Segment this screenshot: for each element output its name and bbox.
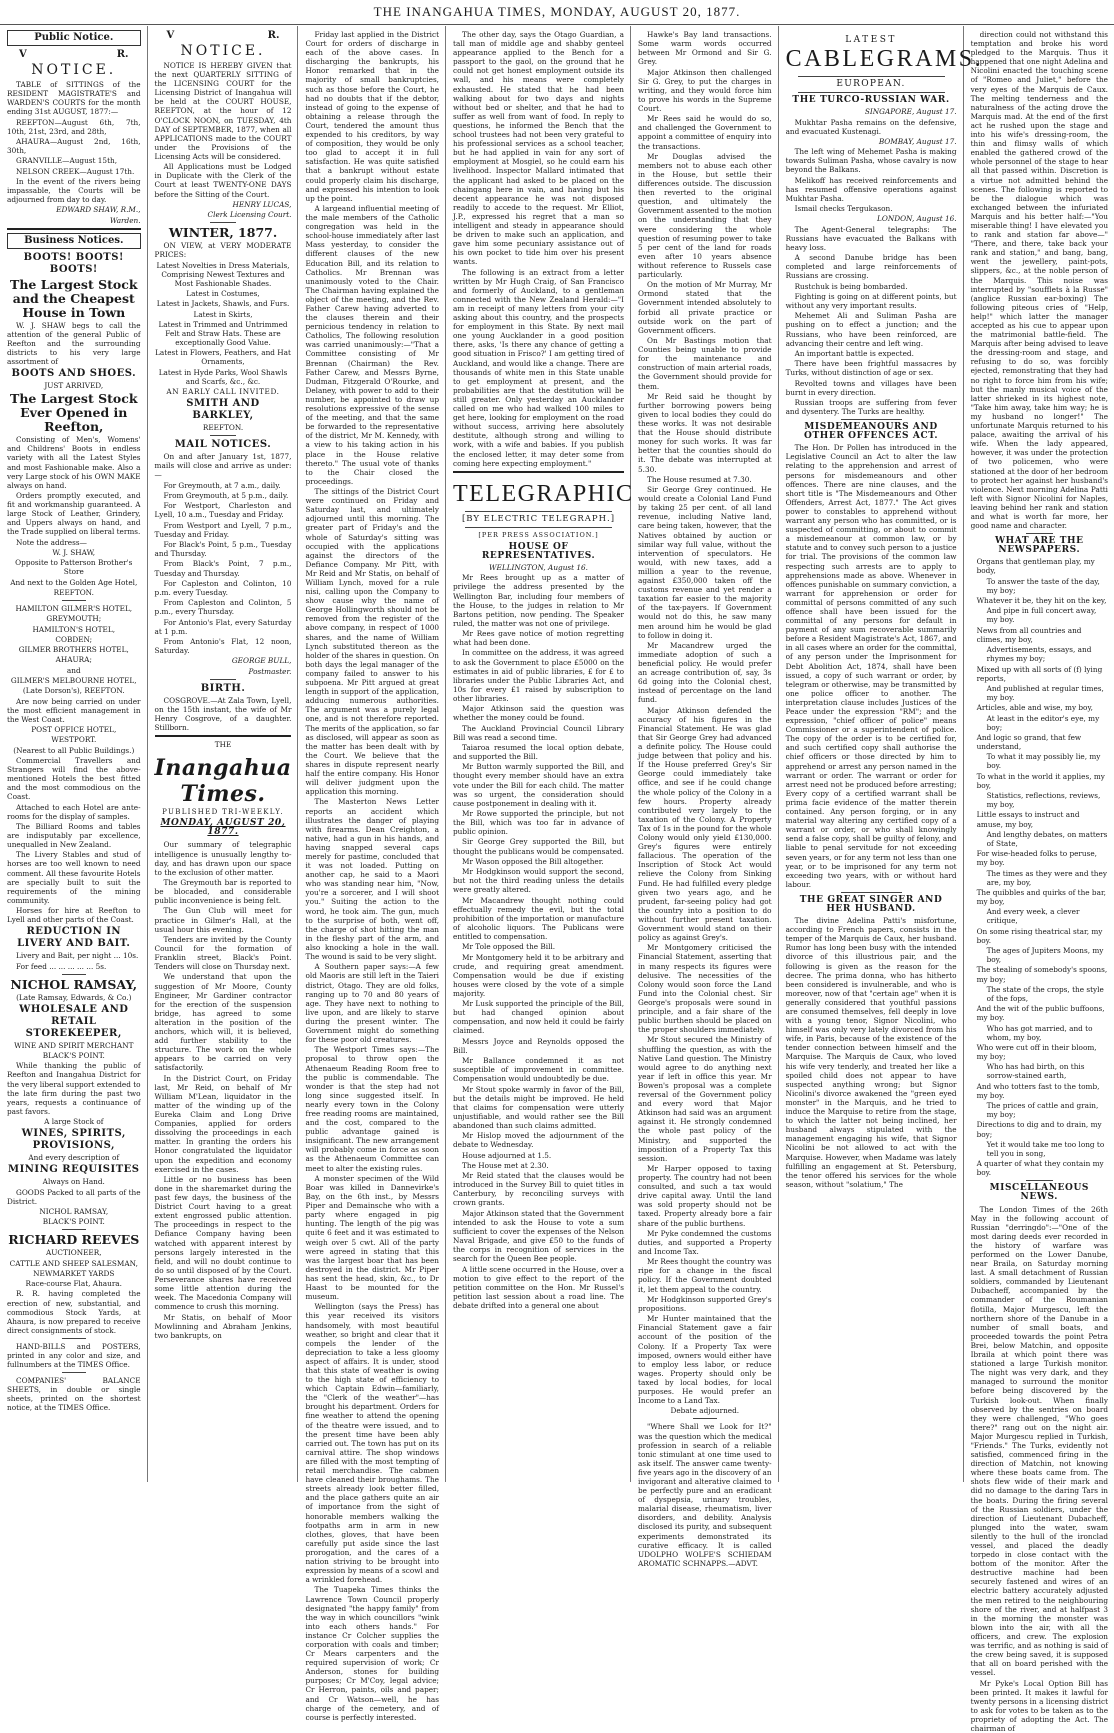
wine-line: WINE AND SPIRIT MERCHANT [14,1040,134,1050]
poem-line: And published at regular times, my boy. [986,683,1104,702]
costumes: Latest in Costumes, [186,289,260,298]
cablegrams-heading: CABLEGRAMS. [785,46,984,73]
column-4 [446,26,634,1482]
reeves-heading: RICHARD REEVES [8,1232,140,1248]
licensing-notice: NOTICE IS HEREBY GIVEN that the next QUARTERLY SITTING of the LICENSING COURT for the Licensing District of Inangahua will be held at the COURT HOUSE, REEFTON, at the hour of 12 O'CLOCK NOON, on TUESDAY, 4th DAY of SEPTEMBER, 1877, when all APPLICATIONS made to the COURT under the Provisions of the Licensing Acts will be considered. [154,61,292,161]
article-paragraph: Mr Reid said he thought by further borrowing powers being given to local bodies they could do these works. It was not desirable that the House should distribute money for such works. It was far better that the counties should do it. The debate was interrupted at 5.30. [638,391,772,474]
editorial-paragraph: In the District Court, on Friday last, Mr Reid, on behalf of Mr William M'Lean, liquidator in the matter of the winding up of the Eureka Claim and Long Drive Companies, applied for orders dissolving the proceedings in each matter. In granting the orders his Honor congratulated the liquidator upon the expedition and economy exercised in the cases. [154,1073,292,1174]
house-paragraph: The House met at 2.30. [462,1160,549,1170]
article-paragraph: Mr Pyke condemned the customs duties, and supported a Property and Income Tax. [638,1228,772,1256]
feed-rate: For feed ... ... ... ... ... 5s. [16,961,107,971]
reeves-text: R. R. having completed the erection of new, substantial, and commodious Stock Yards, at Ahaura, is now prepared to receive direct consignments of stock. [7,1289,141,1335]
granville-dates: GRANVILLE—August 15th, [16,156,118,166]
house-paragraph: A little scene occurred in the House, over a motion to give effect to the report of the petition committee on the Hon. Mr Russel's petition last session about a road line. The debate drifted into a general one about [453,1264,625,1310]
poem-line: The prices of cattle and grain, my boy; [986,1101,1099,1120]
dateline: BOMBAY, August 17. [878,136,957,146]
latest-label: LATEST [845,35,897,45]
house-paragraph: Mr Hislop moved the adjournment of the debate to Wednesday. [453,1131,625,1150]
notice-title: NOTICE. [31,62,117,78]
boots-shoes-heading: BOOTS AND SHOES. [11,368,137,380]
hotels-text: Are now being carried on under the most efficient management in the West Coast. [7,696,141,724]
trimmed: Latest in Trimmed and Untrimmed Felt and Straw Hats. These are exceptionally Good Value. [158,319,288,348]
issue-dateline: MONDAY, AUGUST 20, 1877. [160,818,286,838]
cattle: CATTLE AND SHEEP SALESMAN, [9,1258,138,1268]
editorial-paragraph: We understand that upon the suggestion of Mr Moore, County Engineer, Mr Gardiner contractor for the erection of the suspension bridge, has agreed to some alteration in the position of the anchors, which will, it is believed, add further stability to the structure. The work on the whole appears to be carried on very satisfactorily. [154,972,292,1073]
hotel-line: HAMILTON'S HOTEL, [32,624,116,634]
mail-intro: On and after January 1st, 1877, mails will close and arrive as under:— [154,452,292,480]
poem-line: Yet it would take me too long to tell you in song, [986,1139,1105,1158]
mail-line: From Capleston and Colinton, 5 p.m., every Thursday. [154,598,292,617]
livery-text: The Livery Stables and stud of horses are too well known to need comment. All these favourite Hotels are specially built to suit the requirements of the mining community. [7,850,141,905]
consisting-text: Consisting of Men's, Womens' and Childrens' Boots in endless variety with all the Latest Styles and most Fashionable make. Also a very Large stock of his OWN MAKE always on hand. [7,435,141,490]
the-label: THE [214,740,232,750]
article-paragraph: Debate adjourned. [670,1406,740,1416]
goods-text: GOODS Packed to all parts of the District. [7,1187,141,1206]
turco-heading: THE TURCO-RUSSIAN WAR. [792,95,950,106]
house-paragraph: Mr Rees brought up as a matter of privilege the address presented by the Wellington Bar, including four members of the House, to the judges in relation to Mr Bartons petition, now pending. The Speaker ruled, the matter was not one of privilege. [453,573,625,628]
cable-paragraph: Rustchuk is being bombarded. [794,281,908,291]
poem-line: And logic so grand, that few understand, [976,732,1082,751]
mail-line: For Greymouth, at 7 a.m., daily. [163,480,281,490]
house-paragraph: In committee on the address, it was agreed to ask the Government to place £5000 on the estimates in aid of public libraries, £ for £ to libraries under the Public Libraries Act, and 10s for every £1 raised by subscription to other libraries. [453,648,625,703]
cable-paragraph: Mehemet Ali and Suliman Pasha are pushing on to effect a junction; and the Russians, who have been reinforced, are advancing their centre and left wing. [785,311,957,348]
cable-paragraph: There have been frightful massacres by Turks, without distinction of age or sex. [785,359,957,378]
poem-line: The state of the crops, the style of the fops, [986,984,1104,1003]
jackets: Latest in Jackets, Shawls, and Furs. [156,299,290,309]
mail-line: From Antonio's Flat, 12 noon, Saturday. [154,636,292,655]
lucas-signature: HENRY LUCAS, [232,199,292,209]
poem-line: Directions to dig and to drain, my boy; [976,1120,1102,1139]
article-paragraph: The other day, says the Otago Guardian, a tall man of middle age and shabby genteel appearance applied to the Bench for a passport to the gaol, on the ground that he could not get honest employment outside its wall, and his means were completely exhausted. He stated that he had been walking about for two days and nights without bed or shelter, and that he had to suffer as well from want of food. In reply to questions, he informed the Bench that the school trustees had not been very grateful to his professional services as a school teacher, but he had applied in vain for any sort of employment at Mosgiel, so he could earn his livelihood. Inspector Mallard intimated that the applicant had asked to be placed on the chaingang here in vain, and having but his decent appearance he was not disposed readily to accede to the request. Mr Elliot, J.P., expressed his regret that a man so intelligent and steady in appearance should be driven to make such an application, and gave him some pecuniary assistance out of his own pocket to tide him over his present wants. [453,30,625,267]
house-paragraph: The Auckland Provincial Council Library Bill was read a second time. [453,723,625,742]
poem-line: Organs that gentleman play, my body, [976,557,1095,576]
poem-line: And the wit of the public buffoons, my boy. [976,1004,1105,1023]
masthead [0,0,1114,25]
house-paragraph: Mr Lusk supported the principle of the Bill, but had changed opinion about compensation, and now held it could be fairly claimed. [453,999,625,1036]
singer-heading: THE GREAT SINGER AND HER HUSBAND. [799,894,943,914]
black-point: BLACK'S POINT. [42,1051,105,1061]
business-notices-heading: Business Notices. [7,233,141,249]
cable-paragraph: The Agent-General telegraphs: The Russians have evacuated the Balkans with heavy loss. [785,224,957,252]
poem-line: On some rising theatrical star, my boy. [976,926,1103,945]
house-paragraph: Mr Button warmly supported the Bill, and thought every member should have an extra vote under the Bill for each child. The matter was so urgent, the consideration should cause postponement in dealing with it. [453,762,625,808]
house-paragraph: Mr Montgomery held it to be arbitrary and crude, and requiring great amendment. Compensation would be due if existing houses were closed by the vote of a simple majority. [453,952,625,998]
hotel-line: AHAURA; [55,655,92,665]
column-5 [631,26,779,1568]
nearest: (Nearest to all Public Buildings.) [13,745,135,755]
poem-line: The times as they were and they are, my boy, [986,868,1107,887]
race: Race-course Flat, Ahaura. [25,1279,122,1289]
misdemeanours-paragraph: The Hon. Dr Pollen has introduced in the Legislative Council an Act to alter the law relating to the apprehension and arrest of persons for misdemeanours and other offences. There are nine clauses, and the short title is "The Misdemeanours and Other Offenders, Arrest Act, 1877." The Act gives power to constables to apprehend without warrant any person who has committed, or is suspected of committing, or about to commit a misdemeanour at common law, or by statute and to convey such person to a justice for trial. The provisions of the common law respecting such arrests are to apply to apprehensions made as above. Whenever in offences punishable on summary conviction, a warrant for apprehension or order for committal of persons committed of any such offence shall have been issued for the committal of any persons for default in payment of any sum recoverable summarily before a Resident Magistrate's Act, 1867, and in all cases where an order for the committal, of any person under the Imprisonment for Debt Abolition Act, 1874, shall have been issued, a copy of such warrant or order, by telegram or otherwise, may be transmitted by one police officer to another. The interpretation clause includes Justices of the Peace under the expression "RM"; and the expression, "chief officer of police" means Commissioner or a superintendent of police. The copy of the order is to be certified for, and such certified copy shall authorise the chief officers or those directed by him to apprehend or arrest any person named in the warrant or order. The warrant or order for arrest need not be produced before arresting; Every copy of a certified warrant shall be prima facie evidence of the matter therein contained. Any person forging, or in any material way altering any certified copy of a warrant or order, or who shall knowingly send a false copy, shall be guilty of felony, and liable to penal servitude for not exceeding seven years, or for any term not less than one year, or to be imprisoned for any term not exceeding two years, with or without hard labour. [785,443,957,889]
article-paragraph: Mr Hodgkinson supported Grey's propositions. [638,1294,772,1313]
by-electric-telegraph: [BY ELECTRIC TELEGRAPH.] [461,513,616,524]
handbills-text: HAND-BILLS and POSTERS, printed in any color and size, and fullnumbers at the TIMES Office. [7,1341,141,1370]
misdemeanours-heading: MISDEMEANOURS AND OTHER OFFENCES ACT. [804,422,939,442]
article-paragraph: The following is an extract from a letter written by Mr Hugh Craig, of San Francisco and formerly of Auckland, to a gentleman connected with the New Zealand Herald:—"I am in receipt of many letters from your city asking about this country, and the prospects for employment in this State. By next mail one young Aucklander in a good position there, asks, 'Is there any chance of getting a good situation in Frisco?' I am getting tired of Auckland, and would like a change. There are thousands of white men in this State unable to get employment at present, and the probabilities are that the destitution will be still greater. Only yesterday an Aucklander called on me who had walked 100 miles to get here, looking for employment on the road without success, arriving here absolutely destitute, although strong and willing to work, with a wife and babies. If you publish the enclosed letter, it may deter some from coming here expecting employment." [453,267,625,468]
poem-line: Who has got married, and to whom, my boy, [986,1023,1093,1042]
largest-stock-heading: The Largest Stock Ever Opened in Reefton, [10,391,138,435]
article-paragraph: Major Atkinson then challenged Sir G. Grey, to put the charges in writing, and they would force him to prove his words in the Supreme Court. [638,67,772,113]
house-paragraph: Mr Reid stated that the clauses would be introduced in the Survey Bill to quiet titles in Canterbury, by reconciling surveys with crown grants. [453,1171,625,1208]
signature: EDWARD SHAW, R.M., [56,205,141,215]
reefton-dates: REEFTON—August 6th, 7th, 10th, 21st, 23rd, and 28th, [7,117,141,136]
large-stock: A large Stock of [44,1117,104,1127]
article-paragraph: Mr Macandrew urged the immediate adoption of such a beneficial policy. He would prefer an acreage contribution of, say, 3s 6d going into the Colonial chest, instead of percentage on the land fund. [638,640,772,705]
boots-heading: BOOTS! BOOTS! BOOTS! [23,251,124,275]
postmaster-title: Postmaster. [248,666,292,676]
cable-paragraph: A second Danube bridge has been completed and large reinforcements of Russians are crossing. [785,253,957,281]
orders-text: Orders promptly executed, and fit and workmanship guaranteed. A large Stock of Leather, Grindery, and Uppers always on hand, and the Trade supplied on liberal terms. [7,491,141,537]
poem-line: To answer the taste of the day, my boy; [986,576,1100,595]
poem-line: To what it may possibly lie, my boy. [986,752,1101,771]
article-paragraph: On the motion of Mr Murray, Mr Ormond stated that the Government intended absolutely to forbid all private practice or outside work on the part of Government officers. [638,280,772,335]
hotel-line: GREYMOUTH; [46,614,102,624]
clerk-title: Clerk Licensing Court. [207,210,292,220]
article-paragraph: direction could not withstand this temptation and broke his word pledged to the Marquis. Thus it happened that one night Adelina and Nicolini enacted the touching scene of "Romeo and Juliet," before the very eyes of the Marquis de Caux. The melting tenderness and the naturalness of the acting drove the Marquis mad. At the end of the first act he rushed upon the stage and into his wife's dressing-room, the thin and flimsy walls of which enabled the gathered crowd of the whole personnel of the stage to hear all that passed within. Discretion is a virtue not admitted behind the scenes. The following is reported to be the dialogue which was exchanged between the infuriated Marquis and his better half:—"You miserable thing! I have elevated you to rank and station far above—" "There, and there, take back your rank and station," and bang, bang, went the jewellery, paint-pots, slippers, &c., at the noble person of the Marquis. This noise was interrupted by "soufflets à la Russe" (anglice Russian ear-boxing) The following piteous cries of "Help, help!" which latter the manager accepted as his cue to appear upon the matrimonial battle-field. The Marquis after being advised to leave the dressing-room and stage, and refusing to do so, was forcibly ejected, remonstrating that they had no right to force him from his wife; but the manly musical voice of the latter shrieked in its highest note, "Take him away, take him way; he is my husband no longer!" The unfortunate Marquis returned to his palace, awaiting the arrival of his wife. When the lady appeared, however, it was under the protection of two policemen, who were stationed at the door of her bedroom to protect her against her husband's violence. Next morning Adelina Patti left with Signor Nicolini for Naples, leaving behind her rank and station and what is worth far more, her good name and character. [970,30,1109,531]
auctioneer: AUCTIONEER, [45,1248,102,1258]
column-2 [148,26,299,1482]
house-paragraph: Mr Wason opposed the Bill altogether. [462,856,604,866]
poem-line: Who were cut off in their bloom, my boy; [976,1042,1097,1061]
per-press: [PER PRESS ASSOCIATION.] [478,530,599,539]
poem-line: Statistics, reflections, reviews, my boy, [986,791,1101,810]
late-firm: (Late Ramsay, Edwards, & Co.) [16,992,132,1002]
editorial-paragraph: Our summary of telegraphic intelligence is unusually lengthy to-day, and has drawn upon our space to the exclusion of other matter. [154,840,292,877]
poem-line: Articles, able and wise, my boy, [976,703,1093,713]
yards: NEWMARKET YARDS [33,1268,115,1278]
house-paragraph: Mr Hodgkinson would support the second, but not the third reading unless the details were greatly altered. [453,867,625,895]
published-line: PUBLISHED TRI-WEEKLY. [162,808,284,817]
house-heading: HOUSE OF REPRESENTATIVES. [481,541,596,561]
mail-line: For Capleston and Colinton, 10 p.m. every Tuesday. [154,578,292,597]
wholesale-heading: WHOLESALE AND RETAIL STOREKEEPER, [19,1003,129,1039]
article-paragraph: A monster specimen of the Wild Boar was killed in Dannevirke's Bay, on the 6th inst., by Messrs Piper and Demainsche who with a party where engaged in pig hunting. The length of the pig was quite 6 feet and it was estimated to weigh over 5 cwt. All of the party were agreed in stating that this was the largest boar that has been destroyed in the district. Mr Piper has sent the head, skin, &c., to Dr Haast to be mounted for the museum. [305,1173,440,1302]
birth-text: COSGROVE.—At Zala Town, Lyell, on the 15th instant, the wife of Mr Henry Cosgrove, of a daughter. Stillborn. [154,695,292,732]
poem-line: And lengthy debates, on matters of State, [986,829,1108,848]
hotel-line: GILMER BROTHERS HOTEL, [18,645,129,655]
cable-paragraph: Melikoff has received reinforcements and has resumed offensive operations against Mukhtar Pasha. [785,175,957,203]
poem-line: And who totters fast to the tomb, my boy. [976,1081,1100,1100]
house-paragraph: Mr Stout spoke warmly in favor of the Bill, but the details might be improved. He held that claims for compensation were utterly unjustifiable, and would rather see the Bill abandoned than such claims admitted. [453,1084,625,1130]
black-point-2: BLACK'S POINT. [42,1217,105,1227]
article-paragraph: Mr Montgomery criticised the Financial Statement, asserting that in many respects its figures were delusive. The necessities of the Colony would soon force the Land Fund into the Colonial chest. Sir George's proposals were sound in principle, and a fair share of the public burthen should be placed on the proper shoulders immediately. [638,943,772,1035]
public-notice-heading: Public Notice. [7,30,141,46]
paper-title: Inangahua Times. [154,755,292,808]
poem-line: And pipe in full concert away, my boy. [986,606,1097,625]
cable-paragraph: Mukhtar Pasha remains on the defensive, and evacuated Kustenagi. [785,117,957,136]
poem-line: Whatever it be, they hit on the key, [976,596,1107,606]
novelties: Latest Novelties in Dress Materials, Comprising Newest Textures and Most Fashionable Shades. [156,260,290,288]
westport: WESTPORT. [51,735,97,745]
applications-note: All Applications must be Lodged in Duplicate with the Clerk of the Court at least TWENTY-ONE DAYS before the Sitting of the Court. [154,162,292,199]
singer-paragraph: The divine Adelina Patti's misfortune, according to French papers, consists in the temper of the Marquis de Caux, her husband. Rumor has long been busy with the intended divorce of this illustrious pair, and the following is given as the reason for the decree. The prima donna, who has hitherto been considered is invulnerable, and who is moreover, now of that "certain age" when it is generally considered that youthful passions are consumed themselves, fell deeply in love with a young tenor, Signor Nicolini, who himself was only very lately divorced from his wife, in Paris, because of the existence of the tender connection between himself and the Marquise. The Marquis de Caux, who loved his wife very tenderly, and treated her like a spoiled child does not appear to have suspected anything wrong; but Signor Nicolini's divorce awakened the "green eyed monster" in the Marquis, and he tried to induce the Marquise to retire from the stage, to which the latter not being inclined, her husband always stipulated with the management engaging his wife, that Signor Nicolini be not allowed to act with the Marquise. However, when Madame was lately fulfilling an engagement at St. Petersburg, the tenor offered his services for the whole season, without "solatium," The [785,916,957,1189]
column-6 [779,26,984,1482]
mail-line: From Greymouth, at 5 p.m., daily. [163,491,289,500]
house-paragraph: Taiaroa resumed the local option debate, and supported the Bill. [453,742,625,762]
just-arrived: JUST ARRIVED, [44,381,104,391]
early-call: AN EARLY CALL INVITED. [166,387,280,397]
smith-barkley: SMITH AND BARKLEY, [186,398,260,422]
newspaper-page [0,26,1114,1733]
telegraphic-heading: TELEGRAPHIC [453,480,634,507]
poem-line: And every week, a clever critique, [986,907,1080,926]
dateline: LONDON, August 16. [877,214,957,224]
shaw-name: W. J. SHAW, [52,547,96,557]
mail-line: From Westport and Lyell, 7 p.m., Tuesday and Friday. [154,520,292,539]
editorial-paragraph: Mr Statis, on behalf of Moor Mowlinning and Abraham Jenkins, two bankrupts, on [154,1312,292,1340]
column-3 [298,26,446,1722]
cable-paragraph: Revolted towns and villages have been burnt in every direction. [785,378,957,397]
editorial-paragraph: The Greymouth bar is reported to be blocaded, and considerable public inconvenience is being felt. [154,877,292,906]
nichol-heading: NICHOL RAMSAY, [10,976,138,992]
horses-text: Horses for hire at Reefton to Lyell and other parts of the Coast. [7,906,141,925]
poem-line: At least in the editor's eye, my boy; [986,713,1100,732]
sittings-text: TABLE of SITTINGS of the RESIDENT MAGISTRATE'S and WARDEN'S COURTS for the month ending 31st AUGUST, 1877:— [7,80,141,117]
house-paragraph: Mr Rowe supported the principle, but not the Bill, which was too far in advance of public opinion. [453,809,625,837]
attached-text: Attached to each Hotel are ante-rooms for the display of samples. [7,802,141,821]
poem-line: To what in the world it applies, my boy, [976,771,1105,790]
reefton-small: REEFTON. [53,587,94,597]
reefton: REEFTON. [202,423,244,433]
pyke-paragraph: Mr Pyke's Local Option Bill has been printed. It makes it lawful for twenty persons in a licensing district to ask for votes to be taken as to the propriety of adopting the Act. The chairman of [970,1678,1109,1733]
article-paragraph: Mr Rees thought the country was ripe for a change in the fiscal policy. If the Government doubted it, let them appeal to the country. [638,1257,772,1294]
on-view: ON VIEW, at VERY MODERATE PRICES: [154,241,292,260]
mail-line: For Black's Point, 5 p.m., Tuesday and Thursday. [154,540,292,559]
article-paragraph: A Southern paper says:—A few old Maoris are still left in the Taieri district, Otago. They are old folks, ranging up to 70 and 80 years of age. They have next to nothing to live upon, and are likely to starve during the present winter. The Government might do something for these poor old creatures. [305,962,440,1045]
cable-paragraph: Ismail checks Tergukason. [794,204,893,214]
winter-heading: WINTER, 1877. [168,225,278,241]
notice-title: NOTICE. [180,43,266,59]
article-paragraph: The House resumed at 7.30. [647,474,752,484]
editorial-paragraph: The Gun Club will meet for practice in Gilmer's Hall, at the usual hour this evening. [154,906,292,934]
mail-heading: MAIL NOTICES. [174,439,272,451]
post-office-hotel: POST OFFICE HOTEL, [31,725,117,734]
poem-line: Mixed up with all sorts of (f) lying reports, [976,664,1103,683]
nichol-name: NICHOL RAMSAY, [39,1206,109,1216]
article-paragraph: Mr Hunter maintained that the Financial Statement gave a fair account of the position of the Colony. If a Property Tax were imposed, owners would either have to employ less labor, or reduce wages. Property should only be taxed by local bodies, for local purposes. He would prefer an Income to a Land Tax. [638,1314,772,1406]
address-note: Note the address— [16,537,87,547]
flowers: Latest in Flowers, Feathers, and Hat Ornaments, [155,348,291,367]
hotel-line: GILMER'S MELBOURNE HOTEL, [10,675,137,685]
birth-heading: BIRTH. [200,682,246,694]
article-paragraph: Wellington (says the Press) has this year received its visitors handsomely, with most beautiful weather, so bright and clear that it compels the lender of the depreciation to take a less gloomy aspect of affairs. It is under, stood that this state of weather is owing to the high state of efficiency to which Captain Edwin—familiarly, the "Clerk of the weather"—has brought his department. Orders for fine weather to attend the opening of the theatre were issued, and to the present time have been ably carried out. The town has put on its carnival attire. The shop windows are filled with the most tempting of retail merchandise. The cabmen have cleaned their broughams. The streets already look better filled, and the place gathers quite an air of importance from the sight of honorable members walking the footpaths arm in arm in new clothes, gloves, that have been carefully put aside since the last prorogation, and the cares of a nation striving to be brought into expression by means of a scowl and a wrinkled forehead. [305,1302,440,1585]
masthead-title: THE INANGAHUA TIMES, MONDAY, AUGUST 20, 1877. [373,4,741,19]
article-paragraph: Mr Harper opposed to taxing property. The country had not been consulted, and such a tax would drive capital away. Until the land was sold property should not be taxed. Property already bore a fair share of the public burthens. [638,1163,772,1228]
cable-paragraph: The left wing of Mehemet Pasha is making towards Suliman Pasha, whose cavalry is now beyond the Balkans. [785,147,957,175]
house-paragraph: Messrs Joyce and Reynolds opposed the Bill. [453,1036,625,1055]
article-paragraph: Sir George Grey continued. He would create a Colonial Land Fund by taking 25 per cent. of all land revenue, including Native land, care being taken, however, that the Natives obtained by auction or similar way full value, without the intervention of speculators. He would, with new taxes, add a million a year to the revenue, against £350,000 taken off the customs revenue and yet render a taxation far easier to the majority of the tax-payers. If Government would not do this, he saw many men around him he would be glad to follow in doing it. [638,485,772,640]
article-paragraph: Mr Rees said he would do so, and challenged the Government to appoint a committee of enquiry into the transactions. [638,114,772,151]
poem-line: The stealing of somebody's spoons, my boy; [976,965,1108,984]
mining-heading: MINING REQUISITES [8,1164,140,1176]
next-to-text: And next to the Golden Age Hotel, [10,577,138,587]
thanking-text: While thanking the public of Reefton and Inangahua District for the very liberal support extended to the late firm during the past two years, requests a continuance of past favors. [7,1061,141,1116]
hyde: Latest in Hyde Parks, Wool Shawls and Scarfs, &c., &c. [158,367,288,386]
nelson-dates: NELSON CREEK—August 17th. [16,166,135,176]
ahaura-dates: AHAURA—August 2nd, 16th, 30th, [7,136,141,156]
article-paragraph: The Masterton News Letter reports an accident which illustrates the danger of playing with firearms. Dean Creighton, a native, had a gun in his hands, and having snapped several caps merely for pastime, concluded that it was not loaded. Putting on another cap, he said to a Maori who was standing near him, "Now, you're a sorcerer, and I will shoot you." Suiting the action to the word, he took aim. The gun, much to the surprise of both, went off, the charge of shot hitting the man in the fleshy part of the arm, and also knocking a hole in the wall. The wound is said to be very slight. [305,797,440,962]
poem-line: The ages of Jupiters Moons, my boy, [986,946,1104,965]
poem [971,557,1108,1177]
schnapps-advert: "Where Shall we Look for It?" was the question which the medical profession in search of a reliable tonic stimulant at one time used to ask itself. The answer came twenty-five years ago in the discovery of an invigorant and alterative claimed to be perfectly pure and an eradicant of dyspepsia, urinary troubles, malarial disease, rheumatism, liver disorders, and debility. Analysis disclosed its purity, and subsequent experiments demonstrated its curative efficacy. It is called UDOLPHO WOLFE'S SCHIEDAM AROMATIC SCHNAPPS.—ADVT. [638,1422,772,1568]
largest-heading: The Largest Stock and the Cheapest House in Town [10,276,138,320]
house-paragraph: Mr Rees gave notice of motion regretting what had been done. [453,629,625,648]
cable-paragraph: Fighting is going on at different points, but without any very important results. [785,291,957,311]
column-1 [0,26,148,1482]
house-paragraph: Major Atkinson said the question was whether the money could be found. [453,704,625,723]
always-line: Always on Hand. [42,1177,105,1187]
newspapers-heading: WHAT ARE THE NEWSPAPERS. [994,536,1084,556]
bull-signature: GEORGE BULL, [231,656,292,666]
hotel-line: and [66,665,81,675]
european-heading: EUROPEAN. [836,79,906,90]
hotel-line: COBDEN; [55,634,93,644]
royal-crest: V R. [19,49,129,60]
house-paragraph: Mr Ballance condemned it as not susceptible of improvement in committee. Compensation would undoubtedly be due. [453,1056,625,1084]
article-paragraph: The Tuapeka Times thinks the Lawrence Town Council properly designated "the happy family" from the way in which councillors "wink into each others hands." For instance Cr Colcher supplies the corporation with coals and timber; Cr Mears carpenters and the required supervision of work; Cr Anderson, stones for building purposes; Cr M'Coy, legal advice; Cr Herron, paints, oils and paper; and Cr Watson—well, he has charge of the cemetery, and of course is perfectly interested. [305,1585,440,1722]
mail-line: For Antonio's Flat, every Saturday at 1 p.m. [154,617,292,636]
house-paragraph: Major Atkinson stated that the Government intended to ask the House to vote a sum sufficient to cover the expenses of the Nelson Naval Brigade, and give £50 to the funds of the corps in recognition of services in the search for the Queen Bee people. [453,1208,625,1264]
house-paragraph: House adjourned at 1.5. [462,1150,552,1160]
companies-text: COMPANIES' BALANCE SHEETS, in double or single sheets, printed on the shortest notice, at the TIMES Office. [7,1376,141,1413]
misc-paragraph: The London Times of the 26th May in the following account of Russian "derringdo":—"One of the most daring deeds ever recorded in the history of warfare was performed on the Lower Danube, near Braila, on Saturday morning last. A small detachment of Russian soldiers, commanded by Lieutenant Dubacheff, accompanied by the commander of the Roumanian flotilla, Major Murgescu, left the northern shore of the Danube in a number of small boats, and proceeded towards the point Petra Brei, below Matchin, and opposite Ibraila at which point there was stationed a large Turkish monitor. The night was very dark, and they managed to surround the monitor before being discovered by the Turkish look-out. When finally observed by the sentries on board they were challenged, "Who goes there?" rang out on the night air. Major Murgescu replied in Turkish, "Friends." The Turks, evidently not satisfied, commenced firing in the direction of Matchin, not knowing where these boats came from. The shots flew wide of their mark and did no damage to the daring Tars in the boats. During the firing several of the Russian soldiers, under the direction of Lieutenant Dubacheff, plunged into the water, swam silently to the hull of the ironclad vessel, and placed the deadly torpedo in close contact with the bottom of the monitor. After the destructive machine had been securely fastened and wires of an electric battery accurately adjusted the men retired to the neighbouring shore of the river, and at halfpast 3 in the morning the monster was blown into the air, with all the officers, and crew. The explosion was terrific, and as nothing is said of the crew being saved, it is supposed that all on board perished with the vessel. [970,1204,1109,1678]
cable-paragraph: An important battle is expected. [794,348,914,358]
article-paragraph: Friday last applied in the District Court for orders of discharge in each of the above cases. In discharging the bankrupts, his Honor remarked that in the majority of small bankruptcies, such as those before the Court, he had no doubts that if the debtor, instead of going to the expense of obtaining a release through the Court, tendered the amount thus expended to his creditors, by way of composition, they would be only too glad to accept it in full satisfaction. He was quite satisfied that a bankrupt without estate could properly claim his discharge, and expressed his intention to look up the point. [305,30,440,203]
editorial-paragraph: Tenders are invited by the County Council for the formation of Franklin street, Black's Point. Tenders will close on Thursday next. [154,934,292,972]
poem-line: Little essays to instruct and amuse, my boy, [976,810,1080,829]
opposite-text: Opposite to Patterson Brother's Store [15,558,133,577]
poem-line: Who has had birth, on this sorrow-stained earth, [986,1062,1085,1081]
shaw-ad-text: W. J. SHAW begs to call the attention of the general Public of Reefton and the surrounding districts to his very large assortment of [7,320,141,367]
article-paragraph: Hawke's Bay land transactions. Some warm words occurred between Mr Ormond and Sir G. Grey. [638,30,772,67]
poem-line: News from all countries and climes, my boy, [976,625,1082,644]
column-7 [964,26,1114,1733]
article-paragraph: On Mr Bastings motion that Counties being unable to provide for the maintenance and construction of main arterial roads, the Government should provide for them. [638,336,772,391]
poem-line: The quibbles and quirks of the bar, my boy, [976,887,1106,906]
article-paragraph: A largeand influential meeting of the male members of the Catholic congregation was held in the school-house immediately after last Mass yesterday, to consider the different clauses of the new Education Bill, and its relation to Catholics. Mr Brennan was unanimously voted to the Chair. The Chairman having explained the object of the meeting, and the Rev. Father Carew having adverted to the clauses therein and their pernicious tendency in relation to Catholics, The following resolution was carried unanimously:—"That a Committee consisting of Mr Brennan (Chairman) the Rev. Father Carew, and Messrs Byrne, Dudman, Fitzgerald O'Rourke, and Delaney, with power to add to their number, be appointed to draw up resolutions expressive of the sense of the meeting, and that the same be forwarded to the representative of the district, Mr M. Kennedy, with a view to his taking action in his place in the House relative thereto." The usual vote of thanks to the Chair closed the proceedings. [305,203,440,486]
hotel-line: (Late Dorson's), REEFTON. [22,686,125,696]
mail-line: For Westport, Charleston and Lyell, 10 a.m., Tuesday and Friday. [154,501,292,520]
reduction-heading: REDUCTION IN LIVERY AND BAIT. [17,926,131,950]
mail-line: From Black's Point, 7 p.m., Tuesday and Thursday. [154,559,292,578]
article-paragraph: Mr Stout secured the Ministry of shuffling the question, as with the Native Land question. The Ministry would agree to do anything next year if left in office this year. Mr Bowen's proposal was a complete reversal of the Government policy and every word that Major Atkinson had said was an argument against it. He strongly condemned the whole past policy of the Ministry, and supported the imposition of a Property Tax this session. [638,1035,772,1163]
poem-line: For wise-headed folks to peruse, my boy. [976,849,1098,868]
article-paragraph: The sittings of the District Court were continued on Friday and Saturday last, and ultimately adjourned until this morning. The greater part of Friday's and the whole of Saturday's sitting was occupied with the applications against the directors of the Defiance Company. Mr Pitt, with Mr Reid and Mr Statis, on behalf of William Lynch, moved for a rule nisi, calling upon the Company to show cause why the name of George Hollingworth should not be removed from the register of the above company, in respect of 1000 shares, and the name of William Lynch substituted thereon as the holder of the shares in question. On both days the legal manager of the company failed to answer to his subpoena. Mr Pitt argued at great length in support of the application, adducing numerous authorities. The argument was a purely legal one, and is not therefore reported. The merits of the application, so far as disclosed, will appear as soon as the matter has been dealt with by the Court. We believe that the shares in dispute represent nearly half the entire company. His Honor will deliver judgment upon the application this morning. [305,487,440,797]
article-paragraph: The Westport Times says:—The proposal to throw open the Athenaeum Reading Room free to the public is commendable. The wonder is that the step had not long since suggested itself. In nearly every town in the Colony free reading rooms are maintained, and the cost, compared to the public advantage gained is insignificant. The new arrangement will probably come in force as soon as the Athenaeum Committee can meet to alter the existing rules. [305,1045,440,1173]
commercial-text: Commercial Travellers and Strangers will find the above-mentioned Hotels the best fitted and the most commodious on the Coast. [7,755,141,802]
article-paragraph: Major Atkinson defended the accuracy of his figures in the Financial Statement. He was glad that Sir George Grey had advanced a definite policy. The House could judge between that policy and his. If the House preferred Grey's Sir George could immediately take office, and see if he could change the whole policy of the Colony in a few hours. Property already contributed very largely to the taxation of the Colony. A Property Tax of 1s in the pound for the whole Colony would only yield £130,000. Grey's figures were entirely fallacious. The operation of the Inscription of Stock Act would relieve the Colony from Sinking Fund. He had fulfilled every pledge given two years ago, and he prudent, far-seeing policy had got the country into a position to do without further present taxation. Government would stand on their policy as against Grey's. [638,705,772,943]
article-paragraph: Mr Douglas advised the members not to abuse each other in the House, but settle their differences outside. The discussion then reverted to the original question, and ultimately the Government assented to the motion on the understanding that they were considering the whole question of resuming power to take 5 per cent of the land for roads even after 10 years absence without reference to Russels case particularly. [638,151,772,279]
poem-line: A quarter of what they contain my boy. [976,1159,1104,1178]
hotel-line: HAMILTON GILMER'S HOTEL, [15,604,133,613]
livery-rate: Livery and Bait, per night ... 10s. [16,951,139,961]
every-line: And every description of [28,1153,120,1163]
house-paragraph: Mr Tole opposed the Bill. [462,942,556,952]
skirts: Latest in Skirts, [193,309,253,319]
signature-title: Warden. [109,215,141,225]
cable-paragraph: Russian troops are suffering from fever and dysentery. The Turks are healthy. [785,397,957,416]
wines-heading: WINES, SPIRITS, PROVISIONS, [21,1128,126,1152]
misc-heading: MISCELLANEOUS NEWS. [989,1183,1089,1203]
wellington-dateline: WELLINGTON, August 16. [489,563,588,573]
house-paragraph: Mr Macandrew thought nothing could effectually remedy the evil, but the total prohibition of the importation or manufacture of alcoholic liquors. The Publicans were entitled to compensation. [453,895,625,941]
royal-crest: V R. [166,30,280,41]
house-paragraph: Sir George Grey supported the Bill, but thought the publicans would be compensated. [453,837,625,856]
editorial-paragraph: Little or no business has been done in the sharemarket during the past few days, the business of the District Court having to a great extent engrossed public attention. The proceedings in respect to the Defiance Company having been watched with apparent interest by persons largely interested in the field, and will no doubt continue to do so until disposed of by the Court. Perseverance shares have received some little attention during the week. The Macedonia Company will commence to crush this morning. [154,1174,292,1312]
poem-line: Advertisements, essays, and rhymes my boy; [986,645,1092,664]
dateline: SINGAPORE, August 17. [864,107,957,117]
billiard-text: The Billiard Rooms and tables are indisputably par excellence, unequalled in New Zealand. [7,821,141,850]
flood-note: In the event of the rivers being impassable, the Courts will be adjourned from day to day. [7,176,141,205]
